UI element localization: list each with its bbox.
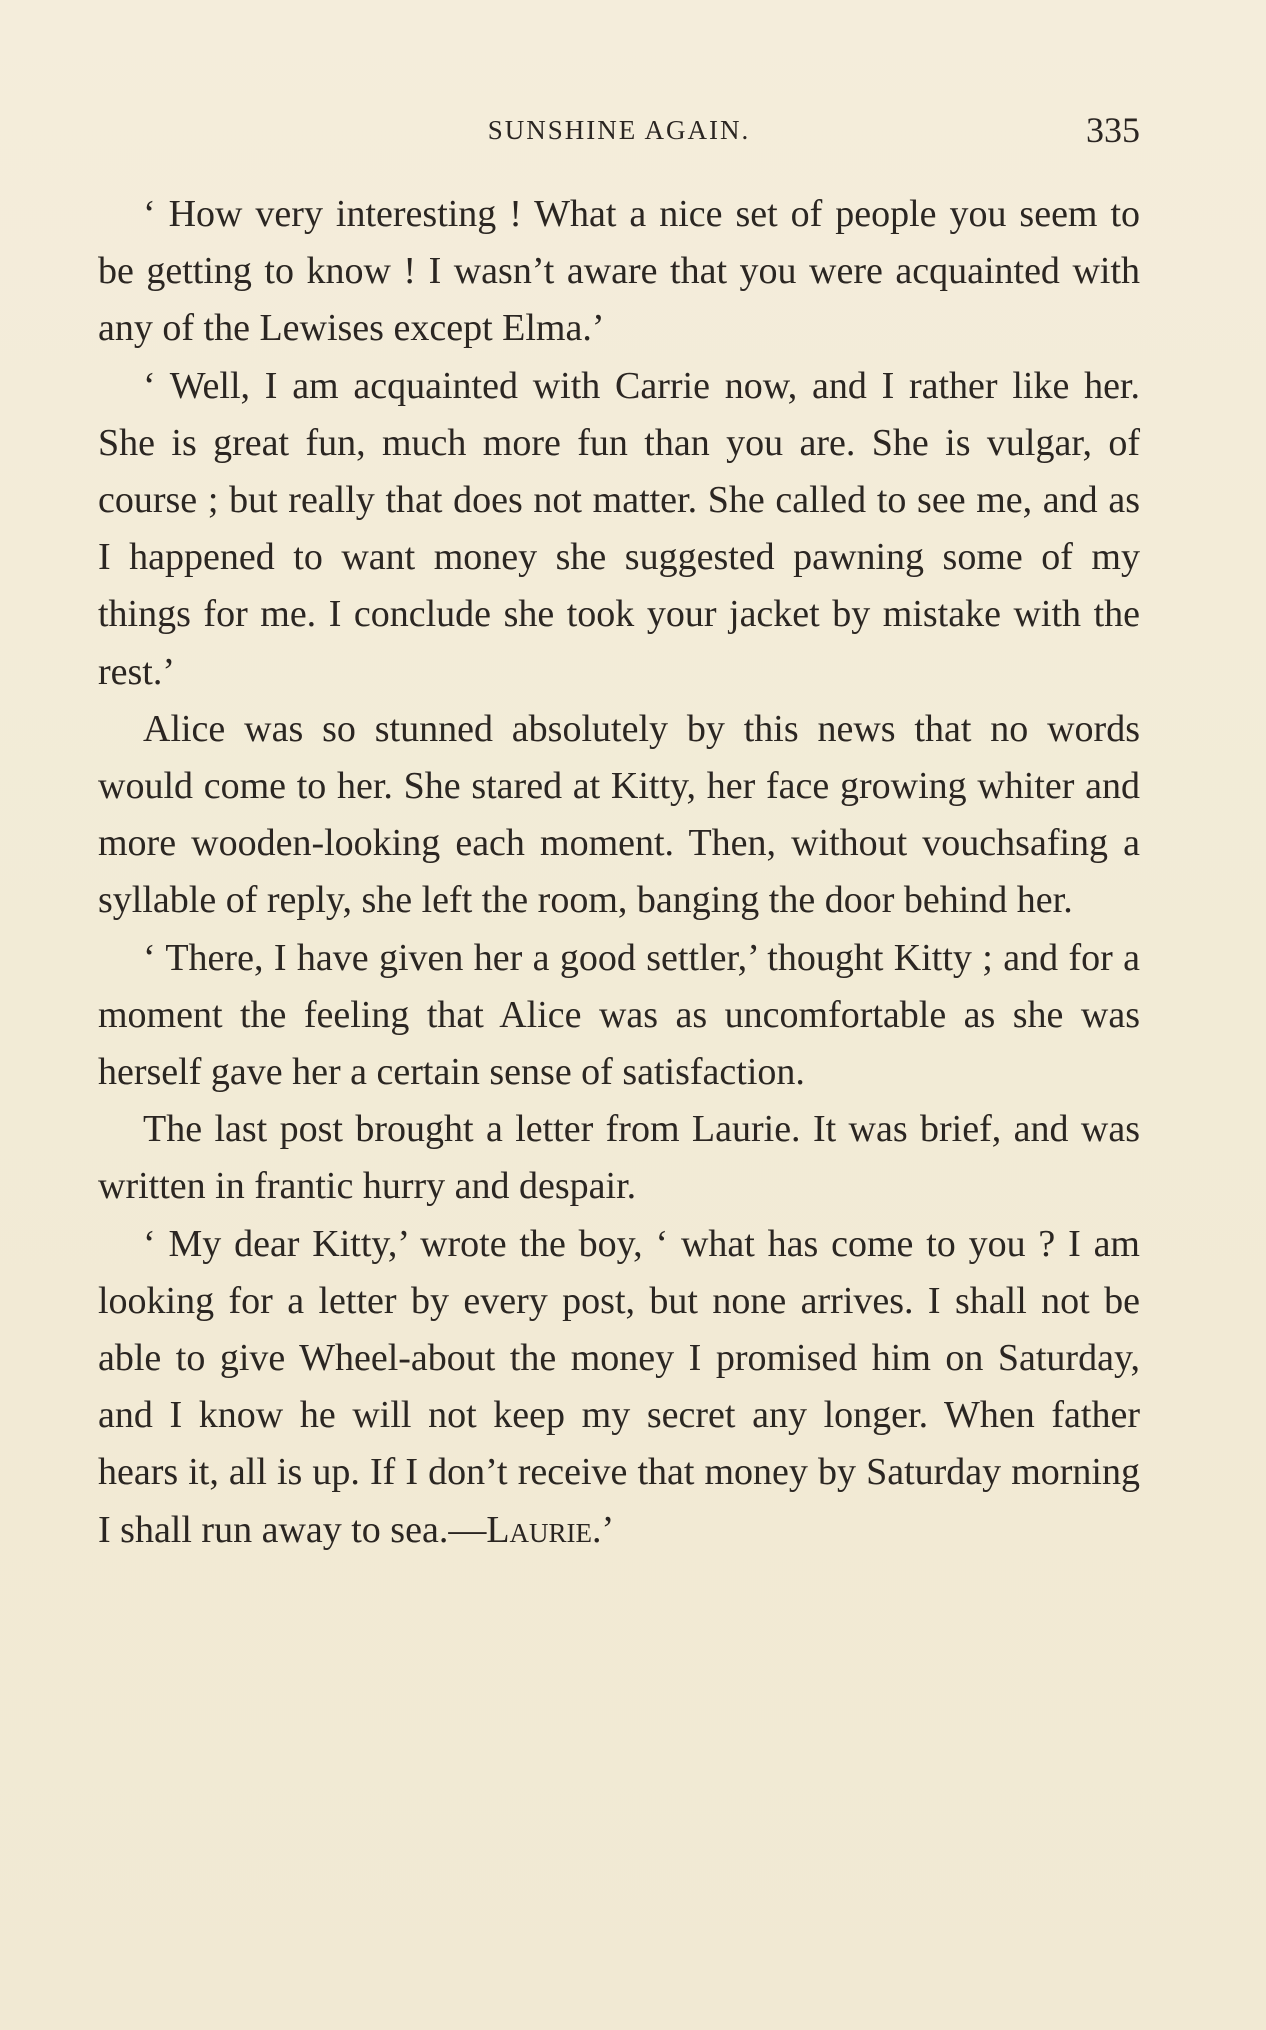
body-text (98, 186, 1140, 1559)
page-number: 335 (1086, 110, 1140, 150)
letter-signature: Laurie (486, 1508, 593, 1551)
paragraph: Alice was so stunned absolutely by this news that no words would come to her. She stared at Kitty, her face growing whiter and more wooden-looking each moment. Then, without vouchsafing a syllable of reply, she left the room, banging the door behind her. (98, 707, 1140, 922)
page-header (98, 108, 1140, 152)
paragraph: ‘ How very interesting ! What a nice set of people you seem to be getting to know ! I wasn’t aware that you were acquainted with any of the Lewises except Elma.’ (98, 193, 1140, 350)
letter-closing: .’ (592, 1508, 615, 1551)
paragraph: ‘ Well, I am acquainted with Carrie now, and I rather like her. She is great fun, much more fun than you are. She is vulgar, of course ; but really that does not matter. She called to see me, and as I happened to want money she suggested pawning some of my things for me. I conclude she took your jacket by mistake with the rest.’ (98, 364, 1140, 693)
paragraph (98, 1216, 1140, 1559)
running-head: SUNSHINE AGAIN. (487, 115, 751, 145)
paragraph: ‘ There, I have given her a good settler,’ thought Kitty ; and for a moment the feeling that Alice was as uncomfortable as she was herself gave her a certain sense of satisfaction. (98, 936, 1140, 1094)
letter-text: ‘ My dear Kitty,’ wrote the boy, ‘ what has come to you ? I am looking for a letter by every post, but none arrives. I shall not be able to give Wheel-about the money I promised him on Saturday, and I know he will not keep my secret any longer. When father hears it, all is up. If I don’t receive that money by Saturday morning I shall run away to sea.— (98, 1222, 1140, 1551)
paragraph: The last post brought a letter from Laurie. It was brief, and was written in frantic hurry and despair. (98, 1108, 1140, 1208)
